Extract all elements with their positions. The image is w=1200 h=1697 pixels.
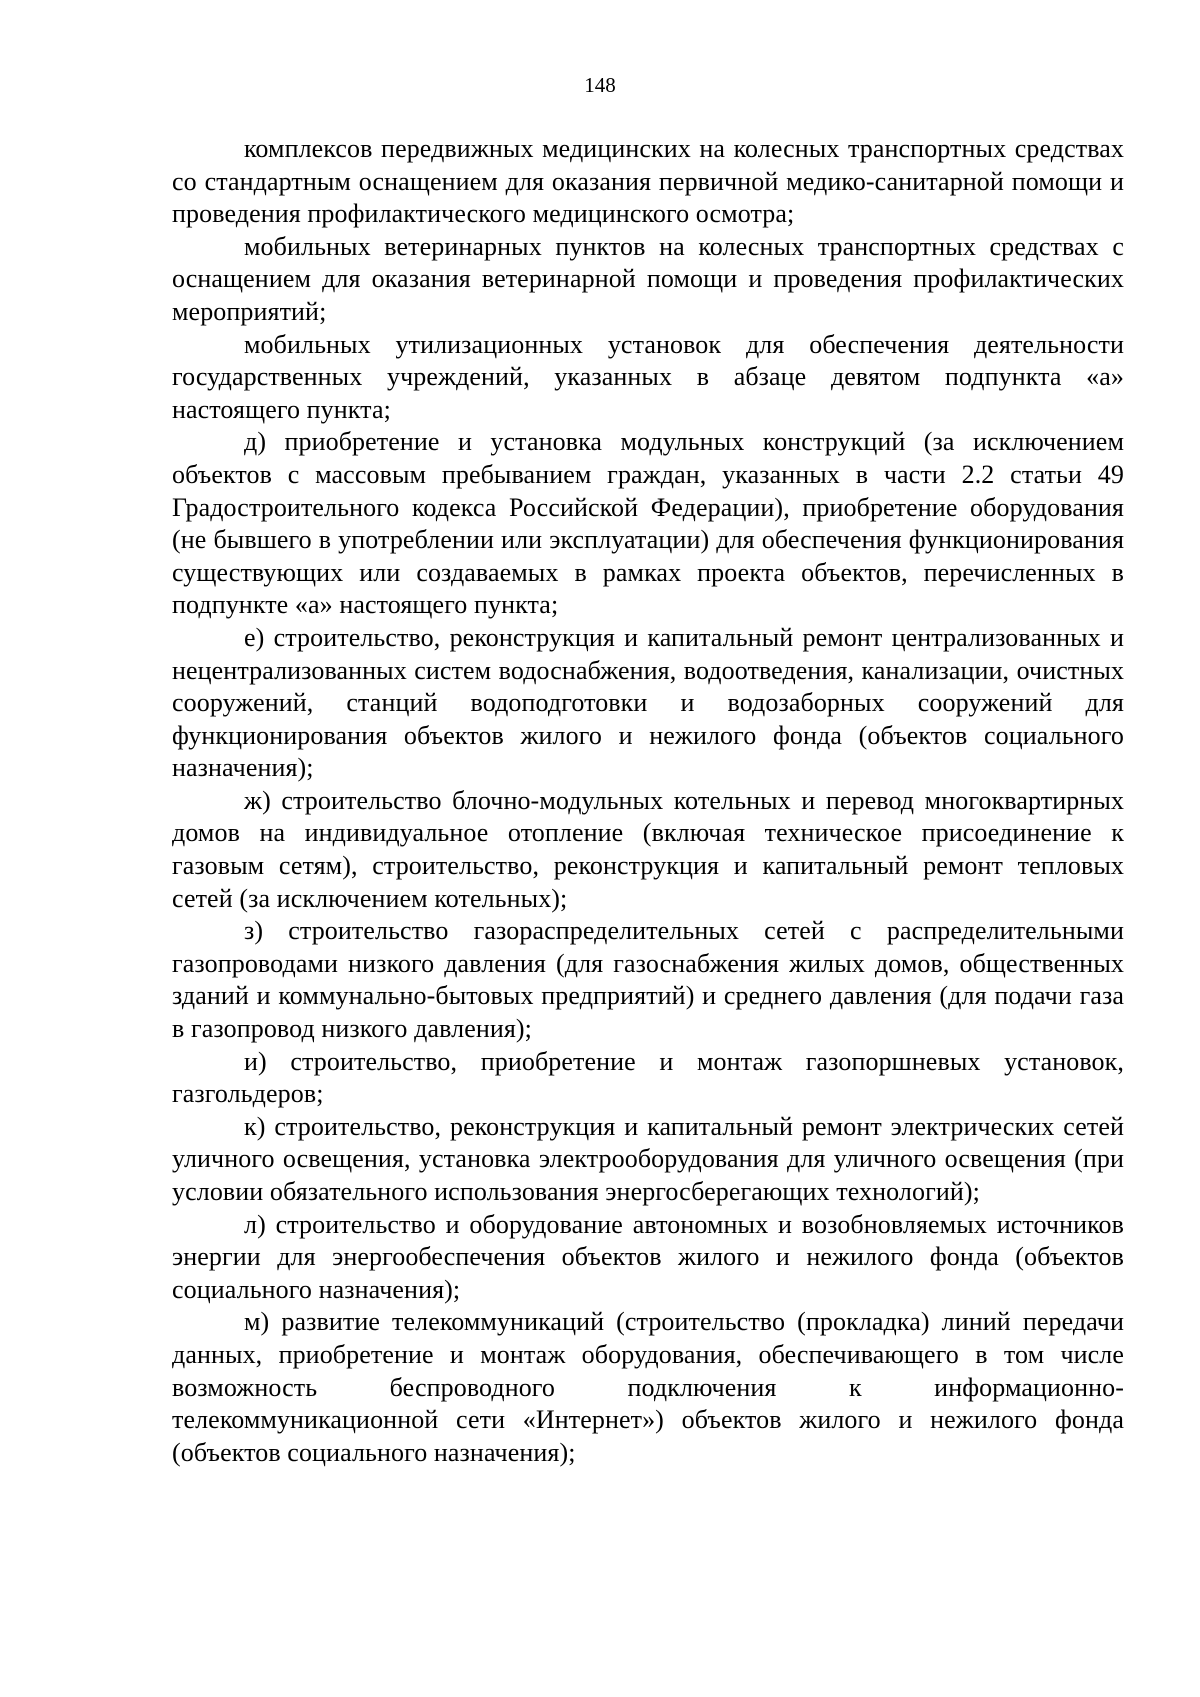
paragraph-item-m: м) развитие телекоммуникаций (строительство (прокладка) линий передачи данных, приобретение и монтаж оборудования, обеспечивающего в том числе возможность беспроводного подключения к информационно-телекоммуникационной сети «Интернет») объектов жилого и нежилого фонда (объектов социального назначения); (172, 1307, 1124, 1467)
paragraph-item-zh: ж) строительство блочно-модульных котельных и перевод многоквартирных домов на индивидуальное отопление (включая техническое присоединение к газовым сетям), строительство, реконструкция и капитальный ремонт тепловых сетей (за исключением котельных); (172, 785, 1124, 913)
paragraph-mobile-utilization-units: мобильных утилизационных установок для обеспечения деятельности государственных учреждений, указанных в абзаце девятом подпункта «а» настоящего пункта; (172, 329, 1124, 424)
paragraph-mobile-medical-complexes: комплексов передвижных медицинских на колесных транспортных средствах со стандартным оснащением для оказания первичной медико-санитарной помощи и проведения профилактического медицинского осмотра; (172, 134, 1124, 229)
paragraph-item-k: к) строительство, реконструкция и капитальный ремонт электрических сетей уличного освещения, установка электрооборудования для уличного освещения (при условии обязательного использования энергосберегающих технологий); (172, 1111, 1124, 1206)
paragraph-item-l: л) строительство и оборудование автономных и возобновляемых источников энергии для энергообеспечения объектов жилого и нежилого фонда (объектов социального назначения); (172, 1209, 1124, 1304)
document-body (172, 133, 1124, 1469)
paragraph-item-d: д) приобретение и установка модульных конструкций (за исключением объектов с массовым пребыванием граждан, указанных в части 2.2 статьи 49 Градостроительного кодекса Российской Федерации), приобретение оборудования (не бывшего в употреблении или эксплуатации) для обеспечения функционирования существующих или создаваемых в рамках проекта объектов, перечисленных в подпункте «а» настоящего пункта; (172, 427, 1124, 620)
paragraph-item-e: е) строительство, реконструкция и капитальный ремонт централизованных и нецентрализованных систем водоснабжения, водоотведения, канализации, очистных сооружений, станций водоподготовки и водозаборных сооружений для функционирования объектов жилого и нежилого фонда (объектов социального назначения); (172, 622, 1124, 783)
paragraph-item-z: з) строительство газораспределительных сетей с распределительными газопроводами низкого давления (для газоснабжения жилых домов, общественных зданий и коммунально-бытовых предприятий) и среднего давления (для подачи газа в газопровод низкого давления); (172, 916, 1124, 1044)
page-number: 148 (584, 73, 616, 97)
paragraph-item-i: и) строительство, приобретение и монтаж газопоршневых установок, газгольдеров; (172, 1046, 1124, 1109)
paragraph-mobile-veterinary-points: мобильных ветеринарных пунктов на колесных транспортных средствах с оснащением для оказания ветеринарной помощи и проведения профилактических мероприятий; (172, 231, 1124, 326)
